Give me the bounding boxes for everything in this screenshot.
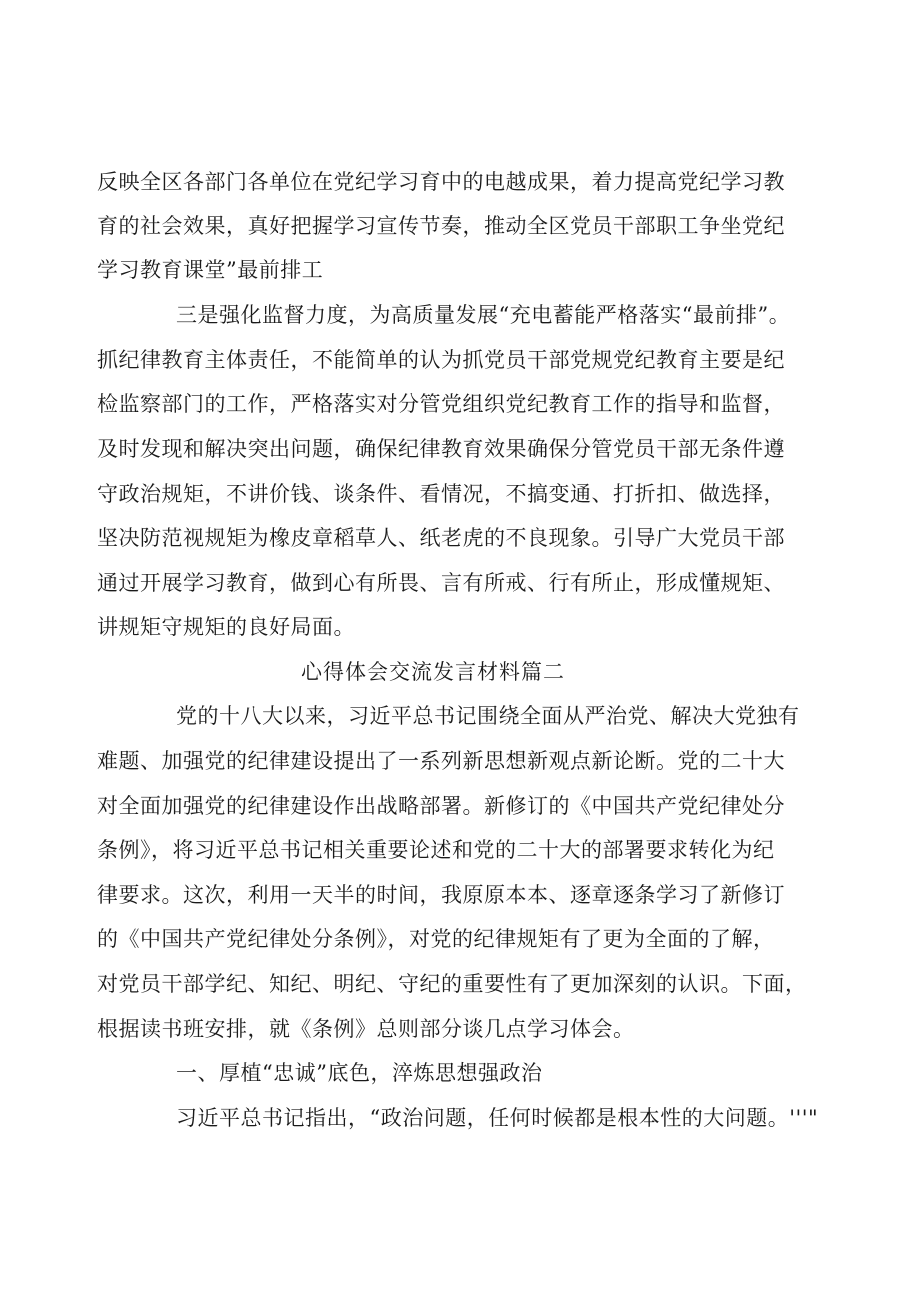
paragraph-line: 通过开展学习教育，做到心有所畏、言有所戒、行有所止，形成懂规矩、 (97, 571, 785, 595)
paragraph-line: 条例》，将习近平总书记相关重要论述和党的二十大的部署要求转化为纪 (97, 838, 775, 862)
paragraph-line: 及时发现和解决突出问题，确保纪律教育效果确保分管党员干部无条件遵 (97, 437, 785, 461)
paragraph-line: 律要求。这次，利用一天半的时间，我原原本本、逐章逐条学习了新修订 (97, 883, 785, 907)
paragraph-line: 反映全区各部门各单位在党纪学习育中的电越成果，着力提高党纪学习教 (97, 170, 785, 194)
paragraph-line: 学习教育课堂”最前排工 (97, 258, 324, 282)
section-heading: 心得体会交流发言材料篇二 (301, 660, 565, 684)
subsection-heading: 一、厚植“忠诚”底色，淬炼思想强政治 (176, 1061, 543, 1085)
paragraph-line: 讲规矩守规矩的良好局面。 (97, 615, 355, 639)
paragraph-line: 育的社会效果，真好把握学习宣传节奏，推动全区党员干部职工争坐党纪 (97, 214, 785, 238)
paragraph-line: 习近平总书记指出，“政治问题，任何时候都是根本性的大问题。'''" (176, 1106, 819, 1130)
paragraph-line: 坚决防范视规矩为橡皮章稻草人、纸老虎的不良现象。引导广大党员干部 (97, 526, 785, 550)
paragraph-line: 检监察部门的工作，严格落实对分管党组织党纪教育工作的指导和监督， (97, 392, 785, 416)
paragraph-line: 的《中国共产党纪律处分条例》，对党的纪律规矩有了更为全面的了解， (97, 927, 775, 951)
paragraph-line: 党的十八大以来，习近平总书记围绕全面从严治党、解决大党独有 (176, 704, 800, 728)
paragraph-line: 对全面加强党的纪律建设作出战略部署。新修订的《中国共产党纪律处分 (97, 794, 785, 818)
paragraph-line: 对党员干部学纪、知纪、明纪、守纪的重要性有了更加深刻的认识。下面， (97, 972, 807, 996)
paragraph-line: 难题、加强党的纪律建设提出了一系列新思想新观点新论断。党的二十大 (97, 749, 785, 773)
paragraph-line: 根据读书班安排，就《条例》总则部分谈几点学习体会。 (97, 1017, 635, 1041)
paragraph-line: 抓纪律教育主体责任，不能简单的认为抓党员干部党规党纪教育主要是纪 (97, 348, 785, 372)
paragraph-line: 守政治规矩，不讲价钱、谈条件、看情况，不搞变通、打折扣、做选择， (97, 482, 785, 506)
paragraph-line: 三是强化监督力度，为高质量发展“充电蓄能严格落实“最前排”。 (176, 303, 791, 327)
